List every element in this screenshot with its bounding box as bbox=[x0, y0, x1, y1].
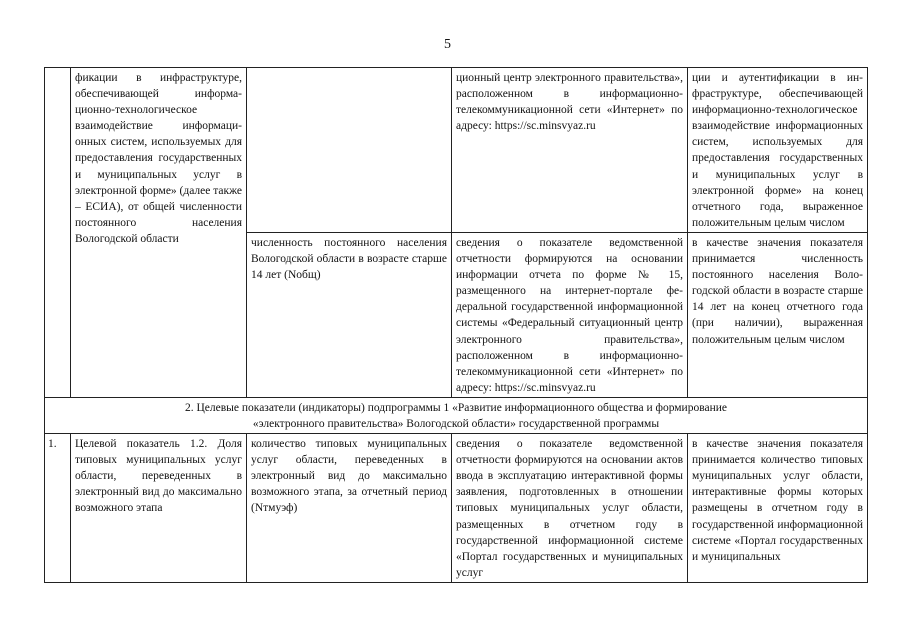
section-heading-row bbox=[45, 397, 868, 433]
section-heading bbox=[45, 397, 868, 433]
row-index-cell: 1. bbox=[45, 434, 71, 583]
page-number: 5 bbox=[444, 37, 451, 52]
data-source-cell: сведения о показателе ведомственной отчетности формируются на основании информации отчета по форме № 15, размещенного на интернет-портале федеральной государственной информационной системы «Федеральный ситуационный центр электронного правительства», расположенном в информационно-телекоммуникационной сети «Интернет» по адресу: https://sc.minsvyaz.ru bbox=[452, 232, 688, 397]
section-heading-line: 2. Целевые показатели (индикаторы) подпрограммы 1 «Развитие информационного общества и формирование bbox=[184, 401, 728, 414]
section-heading-line: «электронного правительства» Вологодской области» государственной программы bbox=[252, 417, 660, 430]
indicators-table bbox=[44, 67, 868, 583]
indicator-name-cell: Целевой показатель 1.2. Доля типовых муниципальных услуг области, переведенных в электронный вид до максимально возможного этапа bbox=[71, 434, 247, 583]
quantity-cell: количество типовых муниципальных услуг области, переведенных в электронный вид до максимально возможного этапа, за отчетный период (Nтмуэф) bbox=[247, 434, 452, 583]
indicator-name-cell: фикации в инфраструктуре, обеспечивающей информационно-технологическое взаимодействие информационных систем, используемых для предоставления государственных и муниципальных услуг в электронной форме» (далее также – ЕСИА), от общей численности постоянного населения Вологодской области bbox=[71, 68, 247, 398]
quantity-cell: численность постоянного населения Вологодской области в возрасте старше 14 лет (Nобщ) bbox=[247, 232, 452, 397]
table-row bbox=[45, 434, 868, 583]
method-cell: ции и аутентификации в инфраструктуре, обеспечивающей информационно-технологическое взаимодействие информационных систем, используемых для предоставления государственных и муниципальных услуг в электронной форме» на конец отчетного года, выраженное положительным целым числом bbox=[688, 68, 868, 233]
quantity-cell bbox=[247, 68, 452, 233]
row-index-cell bbox=[45, 68, 71, 398]
data-source-cell: ционный центр электронного правительства», расположенном в информационно-телекоммуникационной сети «Интернет» по адресу: https://sc.minsvyaz.ru bbox=[452, 68, 688, 233]
method-cell: в качестве значения показателя принимается численность постоянного населения Вологодской области в возрасте старше 14 лет на конец отчетного года (при наличии), выраженная положительным целым числом bbox=[688, 232, 868, 397]
table-row bbox=[45, 68, 868, 233]
method-cell: в качестве значения показателя принимается количество типовых муниципальных услуг области, интерактивные формы которых размещены в отчетном году в государственной информационной системе «Портал государственных и муниципальных bbox=[688, 434, 868, 583]
data-source-cell: сведения о показателе ведомственной отчетности формируются на основании актов ввода в эксплуатацию интерактивной формы заявления, подготовленных в отношении типовых муниципальных услуг области, размещенных в отчетном году в государственной информационной системе «Портал государственных и муниципальных услуг bbox=[452, 434, 688, 583]
